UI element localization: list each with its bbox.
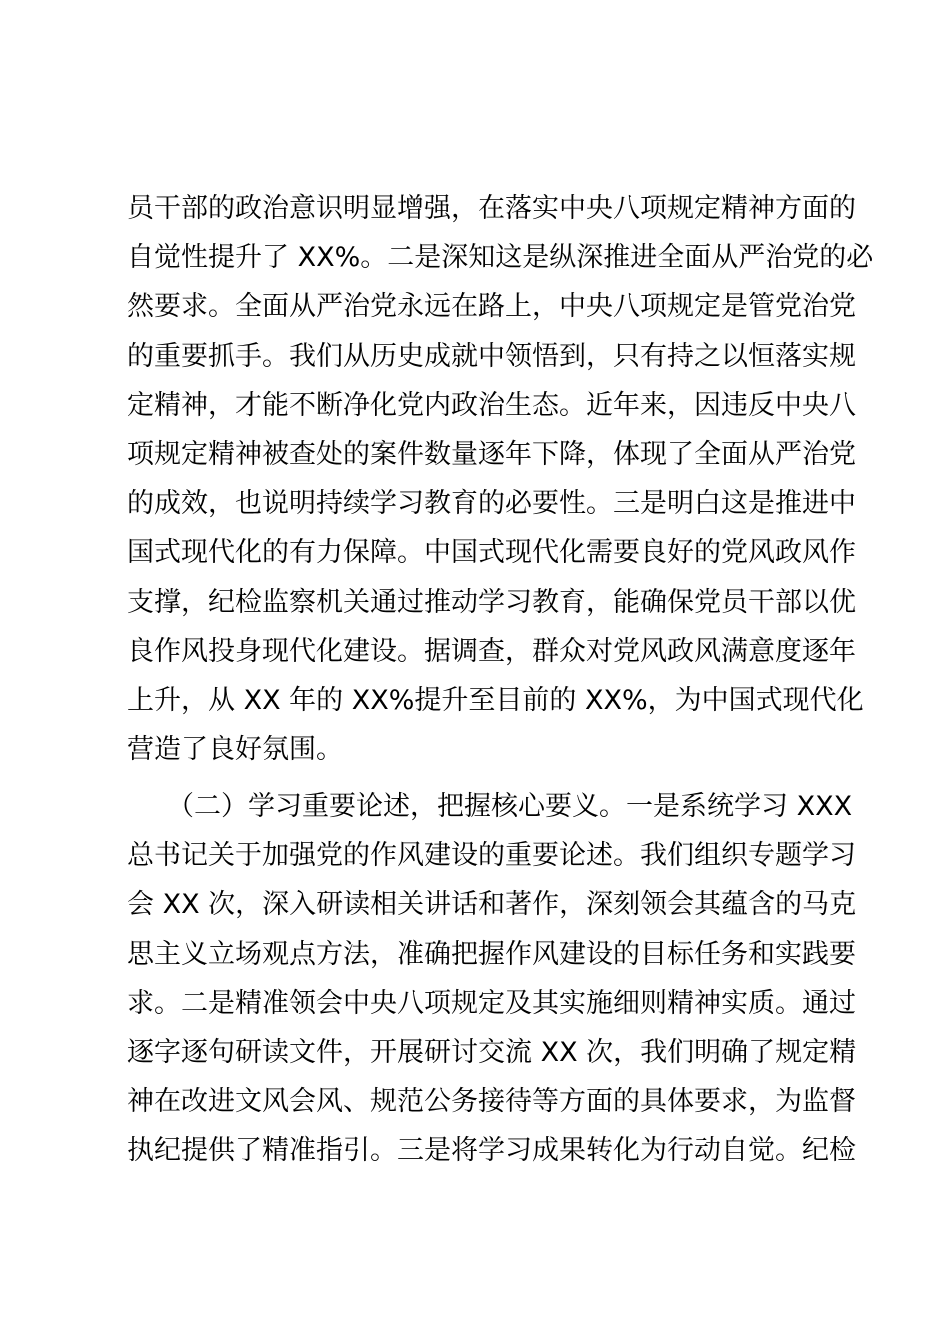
paragraph-2-line-3: 会 XX 次，深入研读相关讲话和著作，深刻领会其蕴含的马克 <box>127 889 857 921</box>
paragraph-2-line-1: （二）学习重要论述，把握核心要义。一是系统学习 XXX <box>167 791 853 822</box>
paragraph-2 <box>127 782 857 1176</box>
paragraph-2-line-6: 逐字逐句研读文件，开展研讨交流 XX 次，我们明确了规定精 <box>127 1036 857 1068</box>
paragraph-1-line-1: 员干部的政治意识明显增强，在落实中央八项规定精神方面的 <box>127 193 856 224</box>
paragraph-1-line-5: 定精神，才能不断净化党内政治生态。近年来，因违反中央八 <box>127 389 856 421</box>
paragraph-1-line-8: 国式现代化的有力保障。中国式现代化需要良好的党风政风作 <box>127 537 856 569</box>
paragraph-1 <box>127 184 874 774</box>
paragraph-2-line-7: 神在改进文风会风、规范公务接待等方面的具体要求，为监督 <box>127 1086 856 1118</box>
paragraph-1-line-6: 项规定精神被查处的案件数量逐年下降，体现了全面从严治党 <box>127 438 856 470</box>
paragraph-2-line-5: 求。二是精准领会中央八项规定及其实施细则精神实质。通过 <box>127 987 856 1019</box>
paragraph-1-line-3: 然要求。全面从严治党永远在路上，中央八项规定是管党治党 <box>127 291 856 323</box>
paragraph-1-line-7: 的成效，也说明持续学习教育的必要性。三是明白这是推进中 <box>127 488 856 520</box>
paragraph-1-line-4: 的重要抓手。我们从历史成就中领悟到，只有持之以恒落实规 <box>127 340 856 372</box>
paragraph-2-line-4: 思主义立场观点方法，准确把握作风建设的目标任务和实践要 <box>127 938 856 970</box>
paragraph-2-line-8: 执纪提供了精准指引。三是将学习成果转化为行动自觉。纪检 <box>127 1135 856 1167</box>
paragraph-1-line-10: 良作风投身现代化建设。据调查，群众对党风政风满意度逐年 <box>127 635 856 667</box>
paragraph-1-line-11: 上升，从 XX 年的 XX%提升至目前的 XX%，为中国式现代化 <box>127 684 864 716</box>
paragraph-2-line-2: 总书记关于加强党的作风建设的重要论述。我们组织专题学习 <box>127 840 856 872</box>
paragraph-1-line-12: 营造了良好氛围。 <box>127 734 343 766</box>
paragraph-1-line-2: 自觉性提升了 XX%。二是深知这是纵深推进全面从严治党的必 <box>127 242 874 274</box>
paragraph-1-line-9: 支撑，纪检监察机关通过推动学习教育，能确保党员干部以优 <box>127 586 856 618</box>
